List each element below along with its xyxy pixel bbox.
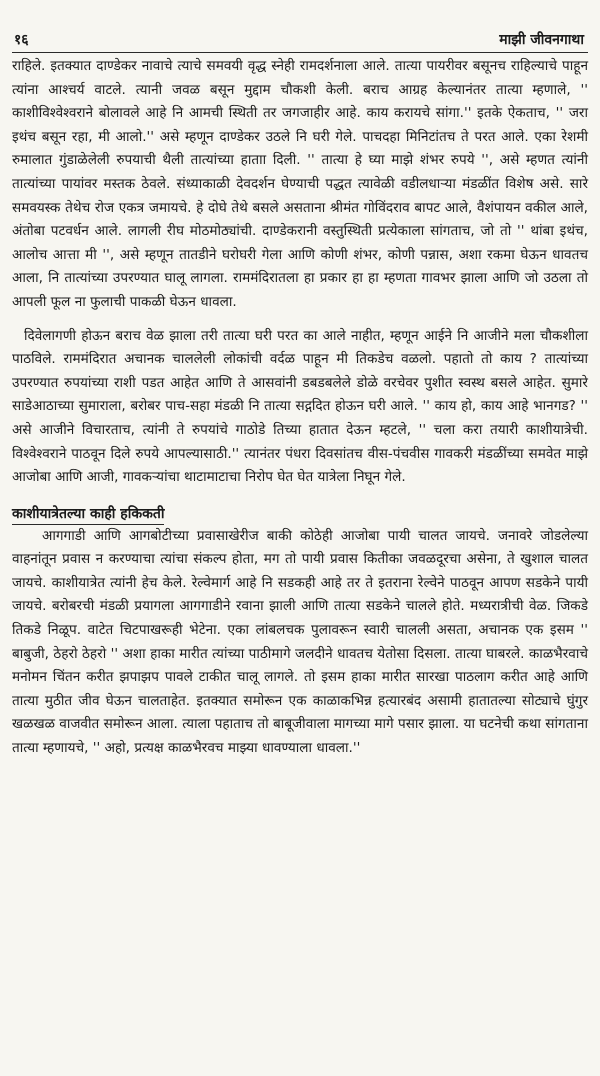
section-heading: काशीयात्रेतल्या काही हकिकती xyxy=(12,504,164,525)
section-paragraph: आगगाडी आणि आगबोटीच्या प्रवासाखेरीज बाकी कोठेही आजोबा पायी चालत जायचे. जनावरे जोडलेल्या वाहनांतून प्रवास न करण्याचा त्यांचा संकल्प होता, मग तो पायी प्रवास कितीका जवळदूरचा असेना, ते खुशाल चालत जायचे. काशीयात्रेत त्यांनी हेच केले. रेल्वेमार्ग आहे नि सडकही आहे तर ते इतराना रेल्वेने पाठवून आपण सडकेने पायी जायचे. बरोबरची मंडळी प्रयागला आगगाडीने रवाना झाली आणि तात्या सडकेने चालले होते. मध्यरात्रीची वेळ. जिकडे तिकडे निळूप. वाटेत चिटपाखरूही भेटेना. एका लांबलचक पुलावरून स्वारी चालली असता, अचानक एक इसम '' बाबुजी, ठेहरो ठेहरो '' अशा हाका मारीत त्यांच्या पाठीमागे जलदीने धावतच येतोसा दिसला. तात्या घाबरले. काळभैरवाचे मनोमन चिंतन करीत झपाझप पावले टाकीत चालू लागले. तो इसम हाका मारीत सारखा पाठलाग करीत आहे आणि तात्या मुठीत जीव घेऊन चालताहेत. इतक्यात समोरून एक काळाकभिन्न हत्यारबंद असामी हातातल्या सोट्याचे घुंगुर खळखळ वाजवीत समोरून आला. त्याला पहाताच तो बाबूजीवाला मागच्या मागे पसार झाला. या घटनेची कथा सांगताना तात्या म्हणायचे, '' अहो, प्रत्यक्ष काळभैरवच माझ्या धावण्याला धावला.'' xyxy=(12,527,588,757)
page-number: १६ xyxy=(14,32,29,48)
paragraph-2: दिवेलागणी होऊन बराच वेळ झाला तरी तात्या घरी परत का आले नाहीत, म्हणून आईने नि आजीने मला चौकशीला पाठविले. राममंदिरात अचानक चाललेली लोकांची वर्दळ पाहून मी तिकडेच वळलो. पहातो तो काय ? तात्यांच्या उपरण्यात रुपयांच्या राशी पडत आहेत आणि ते आसवांनी डबडबलेले डोळे वरचेवर पुशीत स्वस्थ बसले आहेत. सुमारे साडेआठाच्या सुमाराला, बरोबर पाच-सहा मंडळी नि तात्या सद्गदित होऊन घरी आले. '' काय हो, काय आहे भानगड? '' असे आजीने विचारताच, त्यांनी ते रुपयांचे गाठोडे तिच्या हातात देऊन म्हटले, '' चला करा तयारी काशीयात्रेची. विश्वेश्वराने पाठवून दिले रुपये आपल्यासाठी.'' त्यानंतर पंधरा दिवसांतच वीस-पंचवीस गावकरी मंडळींच्या समवेत माझे आजोबा आणि आजी, गावकऱ्यांचा थाटामाटाचा निरोप घेत घेत यात्रेला निघून गेले. xyxy=(12,327,588,486)
paragraph-1: राहिले. इतक्यात दाण्डेकर नावाचे त्याचे समवयी वृद्ध स्नेही रामदर्शनाला आले. तात्या पायरीवर बसूनच राहिल्याचे पाहून त्यांना आश्चर्य वाटले. त्यानी जवळ बसून मुद्दाम चौकशी केली. बराच आग्रह केल्यानंतर तात्या म्हणाले, '' काशीविश्वेश्वराने बोलावले आहे नि आमची स्थिती तर जगजाहीर आहे. काय करायचे सांगा.'' इतके ऐकताच, '' जरा इथंच बसून रहा, मी आलो.'' असे म्हणून दाण्डेकर उठले नि घरी गेले. पाचदहा मिनिटांतच ते परत आले. एका रेशमी रुमालात गुंडाळेलेली रुपयाची थैली तात्यांच्या हाताा दिली. '' तात्या हे घ्या माझे शंभर रुपये '', असे म्हणत त्यांनी तात्यांच्या पायांवर मस्तक ठेवले. संध्याकाळी देवदर्शन घेण्याची पद्धत त्यावेळी वडीलधाऱ्या मंडळींत विशेष असे. सारे समवयस्क तेथेच रोज एकत्र जमायचे. हे दोघे तेथे बसले असताना श्रीमंत गोविंदराव बापट आले, वैशंपायन वकील आले, अंतोबा पटवर्धन आले. लागली रीघ मोठमोठ्यांची. दाण्डेकरानी वस्तुस्थिती प्रत्येकाला सांगताच, जो तो '' थांबा इथंच, आलोच आत्ता मी '', असे म्हणून तातडीने घरोघरी गेला आणि कोणी शंभर, कोणी पन्नास, अशा रकमा घेऊन धावतच आला, नि तात्यांच्या उपरण्यात घालू लागला. राममंदिरातला हा प्रकार हा हा म्हणता गावभर झाला आणि जो उठला तो आपली फूल ना फुलाची पाकळी घेऊन धावला. xyxy=(12,58,588,310)
running-title: माझी जीवनगाथा xyxy=(499,32,584,48)
page-header xyxy=(12,0,588,53)
